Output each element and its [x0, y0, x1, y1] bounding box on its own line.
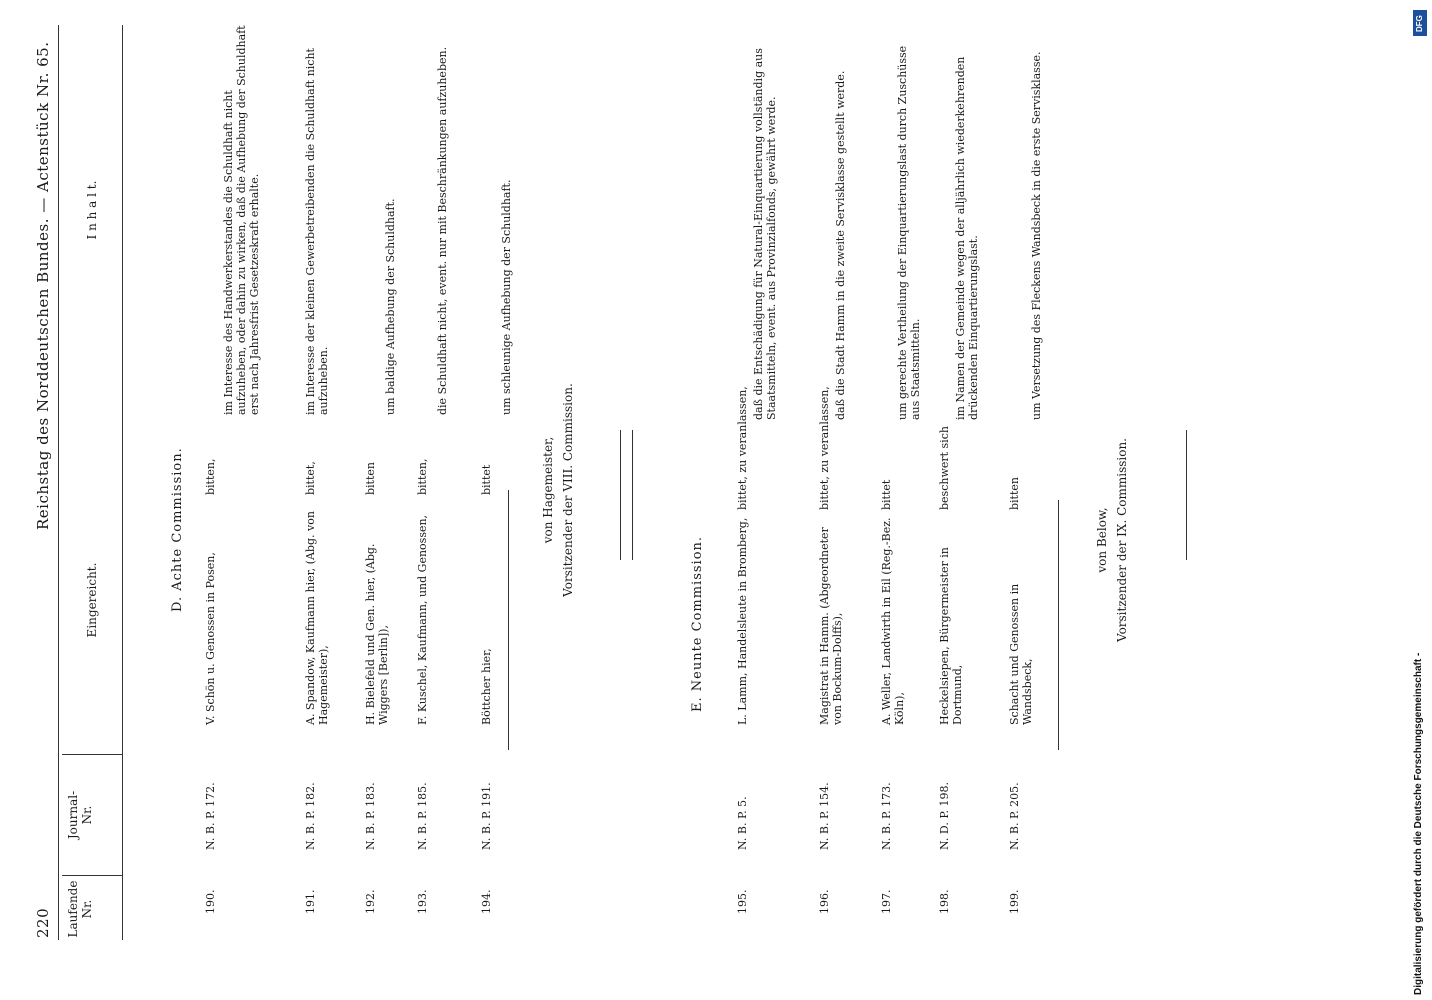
row-verb: bittet: [480, 464, 493, 495]
row-inhalt: daß die Stadt Hamm in die zweite Servisklasse gestellt werde.: [834, 70, 847, 420]
row-journal: N. B. P. 154.: [818, 782, 831, 850]
column-header-rule: [122, 25, 123, 940]
row-eingereicht: V. Schön u. Genossen in Posen,: [204, 552, 217, 725]
row-journal: N. B. P. 173.: [880, 782, 893, 850]
signature-role-d: Vorsitzender der VIII. Commission.: [561, 383, 575, 597]
row-nr: 197.: [880, 889, 893, 914]
row-nr: 194.: [480, 889, 493, 914]
row-eingereicht: H. Bielefeld und Gen. hier, (Abg. Wiggers [Berlin]),: [364, 543, 390, 725]
row-eingereicht: Böttcher hier,: [480, 648, 493, 725]
row-inhalt: um Versetzung des Fleckens Wandsbeck in die erste Servisklasse.: [1030, 51, 1043, 420]
row-nr: 192.: [364, 889, 377, 914]
row-nr: 199.: [1008, 889, 1021, 914]
row-journal: N. B. P. 185.: [416, 782, 429, 850]
section-d-rule: [508, 490, 509, 750]
row-inhalt: im Interesse der kleinen Gewerbetreibenden die Schuldhaft nicht aufzuheben.: [304, 48, 330, 415]
row-journal: N. B. P. 172.: [204, 782, 217, 850]
row-verb: bittet,: [304, 461, 317, 495]
row-nr: 198.: [938, 889, 951, 914]
row-inhalt: um gerechte Vertheilung der Einquartierungslast durch Zuschüsse aus Staatsmitteln.: [896, 45, 922, 420]
row-nr: 196.: [818, 889, 831, 914]
row-verb: bittet, zu veranlassen,: [818, 386, 831, 510]
row-eingereicht: F. Kuschel, Kaufmann, und Genossen,: [416, 514, 429, 725]
row-verb: bittet: [880, 479, 893, 510]
digitization-credit: Digitalisierung gefördert durch die Deutsche Forschungsgemeinschaft -: [1413, 652, 1424, 995]
row-nr: 190.: [204, 889, 217, 914]
col-divider-1: [62, 875, 122, 876]
row-verb: bitten,: [416, 458, 429, 495]
row-journal: N. B. P. 191.: [480, 782, 493, 850]
row-inhalt: daß die Entschädigung für Natural-Einquartierung vollständig aus Staatsmitteln, event. aus Provinzialfonds, gewährt werde.: [752, 48, 778, 420]
row-verb: bitten: [364, 462, 377, 495]
row-journal: N. B. P. 182.: [304, 782, 317, 850]
running-title: Reichstag des Norddeutschen Bundes. — Actenstück Nr. 65.: [34, 41, 52, 530]
header-rule: [58, 25, 59, 940]
row-verb: bitten,: [204, 458, 217, 495]
col-divider-2: [62, 754, 122, 755]
row-inhalt: die Schuldhaft nicht, event. nur mit Beschränkungen aufzuheben.: [436, 46, 449, 415]
row-inhalt: um schleunige Aufhebung der Schuldhaft.: [500, 179, 513, 415]
row-eingereicht: Schacht und Genossen in Wandsbeck,: [1008, 583, 1034, 725]
row-verb: bittet, zu veranlassen,: [736, 386, 749, 510]
section-separator-2: [632, 430, 633, 560]
row-journal: N. B. P. 183.: [364, 782, 377, 850]
row-verb: beschwert sich: [938, 426, 951, 510]
row-journal: N. B. P. 205.: [1008, 782, 1021, 850]
signature-name-d: von Hagemeister,: [541, 436, 555, 544]
section-separator-1: [620, 430, 621, 560]
col-head-inhalt: I n h a l t.: [85, 180, 99, 240]
section-e-rule: [1058, 500, 1059, 750]
row-inhalt: um baldige Aufhebung der Schuldhaft.: [384, 198, 397, 415]
dfg-logo: DFG: [1413, 10, 1427, 36]
closing-rule: [1186, 430, 1187, 560]
row-eingereicht: A. Weller, Landwirth in Eil (Reg.-Bez. Köln),: [880, 517, 906, 725]
signature-role-e: Vorsitzender der IX. Commission.: [1115, 438, 1129, 642]
page-number: 220: [34, 907, 52, 938]
row-nr: 193.: [416, 889, 429, 914]
row-eingereicht: Magistrat in Hamm. (Abgeordneter von Bockum-Dolffs),: [818, 527, 844, 725]
row-verb: bitten: [1008, 477, 1021, 510]
section-e-title: E. Neunte Commission.: [690, 535, 705, 712]
row-nr: 195.: [736, 889, 749, 914]
col-head-eingereicht: Eingereicht.: [85, 562, 99, 638]
row-eingereicht: A. Spandow, Kaufmann hier, (Abg. von Hagemeister),: [304, 511, 330, 725]
col-head-journal: Journal- Nr.: [66, 790, 94, 840]
section-d-title: D. Achte Commission.: [170, 447, 185, 612]
row-journal: N. D. P. 198.: [938, 782, 951, 850]
row-eingereicht: L. Lamm, Handelsleute in Bromberg,: [736, 517, 749, 725]
row-eingereicht: Heckelsiepen, Bürgermeister in Dortmund,: [938, 547, 964, 725]
row-journal: N. B. P. 5.: [736, 796, 749, 850]
row-nr: 191.: [304, 889, 317, 914]
col-head-laufende: Laufende Nr.: [66, 880, 94, 938]
row-inhalt: im Namen der Gemeinde wegen der alljährlich wiederkehrenden drückenden Einquartierungslast.: [954, 56, 980, 420]
row-inhalt: im Interesse des Handwerkerstandes die Schuldhaft nicht aufzuheben, oder dahin zu wirken, daß die Aufhebung der Schuldhaft erst nach Jahresfrist Gesetzeskraft erhalte.: [222, 25, 261, 415]
signature-name-e: von Below,: [1095, 507, 1109, 573]
